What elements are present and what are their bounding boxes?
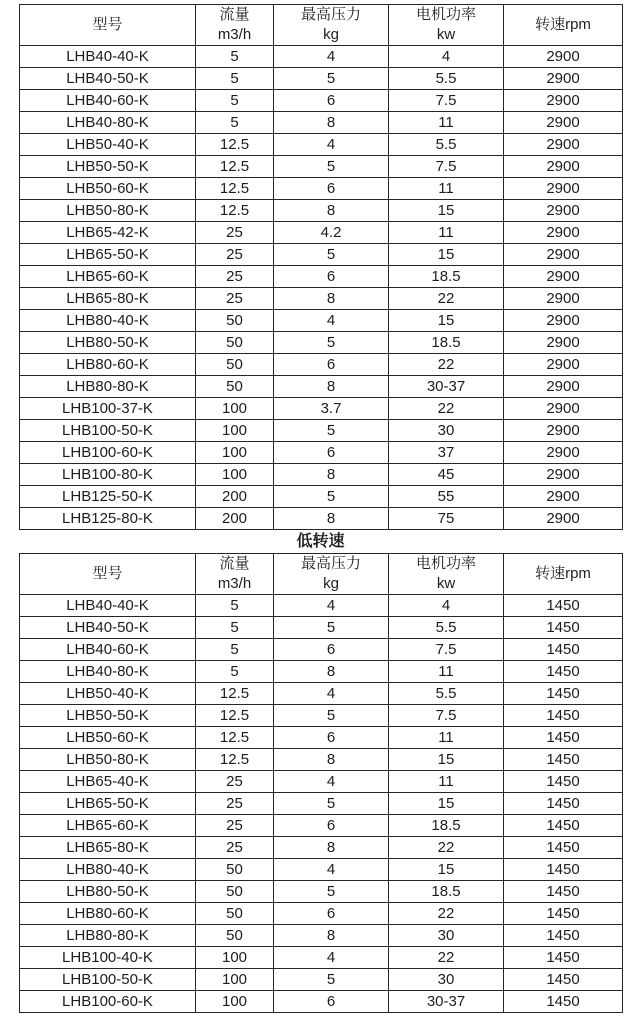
col-header-flow-title: 流量 [219,6,250,23]
speed-cell: 2900 [504,200,623,222]
table-row [20,288,623,310]
model-cell: LHB65-40-K [20,771,196,793]
pressure-cell: 6 [274,354,389,376]
flow-cell: 5 [196,661,274,683]
pressure-cell: 6 [274,815,389,837]
pressure-cell: 4 [274,595,389,617]
flow-cell: 25 [196,288,274,310]
table-row [20,376,623,398]
model-cell: LHB65-42-K [20,222,196,244]
power-cell: 18.5 [389,266,504,288]
pressure-cell: 6 [274,266,389,288]
speed-cell: 1450 [504,925,623,947]
flow-cell: 100 [196,420,274,442]
table-row [20,815,623,837]
pressure-cell: 8 [274,200,389,222]
power-cell: 5.5 [389,683,504,705]
power-cell: 4 [389,46,504,68]
table-row [20,969,623,991]
power-cell: 22 [389,903,504,925]
power-cell: 30 [389,969,504,991]
speed-cell: 2900 [504,222,623,244]
pressure-cell: 5 [274,68,389,90]
col-header-flow-title: 流量 [219,555,250,572]
table-row [20,595,623,617]
speed-cell: 2900 [504,90,623,112]
col-header-power-unit: kw [436,26,456,43]
speed-cell: 2900 [504,420,623,442]
col-header-flow-unit: m3/h [217,26,252,43]
flow-cell: 5 [196,639,274,661]
flow-cell: 50 [196,859,274,881]
model-cell: LHB125-80-K [20,508,196,530]
flow-cell: 12.5 [196,156,274,178]
pressure-cell: 5 [274,332,389,354]
col-header-pressure-title: 最高压力 [300,555,361,572]
col-header-model [20,5,196,46]
model-cell: LHB125-50-K [20,486,196,508]
pressure-cell: 6 [274,903,389,925]
power-cell: 30-37 [389,991,504,1013]
power-cell: 11 [389,661,504,683]
table-row [20,354,623,376]
power-cell: 15 [389,793,504,815]
table-row [20,486,623,508]
table-row [20,68,623,90]
flow-cell: 12.5 [196,727,274,749]
power-cell: 55 [389,486,504,508]
power-cell: 30-37 [389,376,504,398]
col-header-power [389,5,504,46]
col-header-pressure-unit: kg [323,575,339,592]
table-row [20,925,623,947]
speed-cell: 1450 [504,617,623,639]
power-cell: 5.5 [389,617,504,639]
flow-cell: 12.5 [196,749,274,771]
pressure-cell: 4 [274,310,389,332]
header-row [20,5,623,46]
pressure-cell: 5 [274,705,389,727]
pressure-cell: 4 [274,46,389,68]
pressure-cell: 6 [274,991,389,1013]
pressure-cell: 6 [274,727,389,749]
table-row [20,617,623,639]
power-cell: 18.5 [389,881,504,903]
model-cell: LHB80-40-K [20,310,196,332]
model-cell: LHB50-50-K [20,156,196,178]
pressure-cell: 8 [274,837,389,859]
col-header-speed-title: 转速rpm [535,16,591,33]
power-cell: 7.5 [389,156,504,178]
flow-cell: 5 [196,46,274,68]
pressure-cell: 5 [274,420,389,442]
speed-cell: 2900 [504,354,623,376]
model-cell: LHB40-80-K [20,112,196,134]
col-header-model-title: 型号 [92,16,123,33]
speed-cell: 2900 [504,112,623,134]
power-cell: 7.5 [389,639,504,661]
col-header-pressure [274,5,389,46]
flow-cell: 12.5 [196,134,274,156]
col-header-speed [504,5,623,46]
pressure-cell: 8 [274,508,389,530]
speed-cell: 1450 [504,749,623,771]
flow-cell: 25 [196,771,274,793]
power-cell: 22 [389,354,504,376]
model-cell: LHB40-40-K [20,595,196,617]
model-cell: LHB65-60-K [20,815,196,837]
flow-cell: 25 [196,793,274,815]
model-cell: LHB40-50-K [20,617,196,639]
pressure-cell: 5 [274,793,389,815]
power-cell: 11 [389,222,504,244]
pressure-cell: 4 [274,859,389,881]
pressure-cell: 6 [274,90,389,112]
speed-cell: 1450 [504,991,623,1013]
col-header-power [389,554,504,595]
col-header-speed [504,554,623,595]
model-cell: LHB100-80-K [20,464,196,486]
model-cell: LHB100-50-K [20,969,196,991]
flow-cell: 50 [196,903,274,925]
power-cell: 15 [389,749,504,771]
power-cell: 30 [389,925,504,947]
power-cell: 11 [389,771,504,793]
power-cell: 22 [389,398,504,420]
table-row [20,705,623,727]
model-cell: LHB100-40-K [20,947,196,969]
flow-cell: 5 [196,112,274,134]
table-row [20,859,623,881]
model-cell: LHB100-37-K [20,398,196,420]
power-cell: 18.5 [389,332,504,354]
pressure-cell: 4.2 [274,222,389,244]
model-cell: LHB40-60-K [20,90,196,112]
speed-cell: 2900 [504,442,623,464]
flow-cell: 50 [196,354,274,376]
low-speed-spec-table [19,553,623,1013]
table-row [20,398,623,420]
col-header-power-title: 电机功率 [415,555,476,572]
flow-cell: 100 [196,969,274,991]
table-row [20,46,623,68]
power-cell: 15 [389,859,504,881]
flow-cell: 100 [196,398,274,420]
pressure-cell: 8 [274,376,389,398]
speed-cell: 1450 [504,859,623,881]
pressure-cell: 5 [274,881,389,903]
pressure-cell: 8 [274,925,389,947]
flow-cell: 200 [196,486,274,508]
speed-cell: 1450 [504,683,623,705]
speed-cell: 2900 [504,266,623,288]
pressure-cell: 5 [274,969,389,991]
flow-cell: 25 [196,244,274,266]
model-cell: LHB65-50-K [20,793,196,815]
table-row [20,947,623,969]
flow-cell: 5 [196,90,274,112]
power-cell: 5.5 [389,134,504,156]
pressure-cell: 8 [274,464,389,486]
speed-cell: 1450 [504,947,623,969]
pressure-cell: 8 [274,749,389,771]
table-row [20,683,623,705]
model-cell: LHB80-60-K [20,354,196,376]
table-row [20,310,623,332]
table-row [20,727,623,749]
power-cell: 5.5 [389,68,504,90]
table-row [20,771,623,793]
flow-cell: 25 [196,837,274,859]
flow-cell: 100 [196,991,274,1013]
model-cell: LHB100-60-K [20,991,196,1013]
speed-cell: 2900 [504,486,623,508]
model-cell: LHB40-80-K [20,661,196,683]
power-cell: 11 [389,178,504,200]
speed-cell: 2900 [504,398,623,420]
table-row [20,991,623,1013]
speed-cell: 2900 [504,134,623,156]
speed-cell: 2900 [504,508,623,530]
flow-cell: 50 [196,925,274,947]
pressure-cell: 5 [274,244,389,266]
power-cell: 7.5 [389,90,504,112]
flow-cell: 50 [196,881,274,903]
flow-cell: 50 [196,376,274,398]
speed-cell: 2900 [504,178,623,200]
model-cell: LHB50-60-K [20,727,196,749]
model-cell: LHB50-80-K [20,749,196,771]
table-row [20,134,623,156]
power-cell: 15 [389,244,504,266]
flow-cell: 5 [196,68,274,90]
speed-cell: 1450 [504,969,623,991]
table-row [20,200,623,222]
power-cell: 11 [389,112,504,134]
model-cell: LHB65-60-K [20,266,196,288]
speed-cell: 2900 [504,288,623,310]
header-row [20,554,623,595]
model-cell: LHB40-40-K [20,46,196,68]
flow-cell: 25 [196,222,274,244]
pressure-cell: 5 [274,486,389,508]
col-header-power-unit: kw [436,575,456,592]
flow-cell: 100 [196,947,274,969]
pressure-cell: 6 [274,639,389,661]
power-cell: 15 [389,310,504,332]
flow-cell: 12.5 [196,178,274,200]
power-cell: 15 [389,200,504,222]
power-cell: 30 [389,420,504,442]
flow-cell: 5 [196,595,274,617]
table-row [20,464,623,486]
table-row [20,837,623,859]
model-cell: LHB65-80-K [20,288,196,310]
pressure-cell: 6 [274,178,389,200]
power-cell: 4 [389,595,504,617]
table-row [20,881,623,903]
pressure-cell: 8 [274,661,389,683]
col-header-pressure-unit: kg [323,26,339,43]
model-cell: LHB50-60-K [20,178,196,200]
power-cell: 11 [389,727,504,749]
speed-cell: 1450 [504,727,623,749]
table-row [20,266,623,288]
speed-cell: 1450 [504,639,623,661]
pressure-cell: 8 [274,112,389,134]
model-cell: LHB65-80-K [20,837,196,859]
power-cell: 75 [389,508,504,530]
pressure-cell: 4 [274,947,389,969]
col-header-speed-title: 转速rpm [535,565,591,582]
table-row [20,661,623,683]
table-row [20,112,623,134]
model-cell: LHB80-80-K [20,376,196,398]
pressure-cell: 6 [274,442,389,464]
model-cell: LHB100-50-K [20,420,196,442]
pressure-cell: 5 [274,617,389,639]
model-cell: LHB80-60-K [20,903,196,925]
pressure-cell: 4 [274,771,389,793]
table-row [20,749,623,771]
flow-cell: 100 [196,442,274,464]
power-cell: 37 [389,442,504,464]
power-cell: 22 [389,837,504,859]
speed-cell: 2900 [504,376,623,398]
model-cell: LHB50-40-K [20,134,196,156]
speed-cell: 2900 [504,464,623,486]
speed-cell: 2900 [504,310,623,332]
speed-cell: 2900 [504,68,623,90]
speed-cell: 1450 [504,661,623,683]
col-header-model [20,554,196,595]
speed-cell: 1450 [504,793,623,815]
table-row [20,156,623,178]
flow-cell: 25 [196,815,274,837]
flow-cell: 200 [196,508,274,530]
table-row [20,442,623,464]
model-cell: LHB80-80-K [20,925,196,947]
high-speed-spec-table [19,4,623,530]
model-cell: LHB40-50-K [20,68,196,90]
table-row [20,903,623,925]
flow-cell: 5 [196,617,274,639]
flow-cell: 50 [196,310,274,332]
flow-cell: 100 [196,464,274,486]
model-cell: LHB80-40-K [20,859,196,881]
table-row [20,639,623,661]
pressure-cell: 3.7 [274,398,389,420]
table-row [20,244,623,266]
pressure-cell: 4 [274,683,389,705]
flow-cell: 12.5 [196,683,274,705]
speed-cell: 2900 [504,46,623,68]
table-row [20,420,623,442]
speed-cell: 2900 [504,332,623,354]
col-header-pressure [274,554,389,595]
model-cell: LHB65-50-K [20,244,196,266]
col-header-flow [196,5,274,46]
speed-cell: 1450 [504,837,623,859]
speed-cell: 1450 [504,815,623,837]
table-row [20,508,623,530]
speed-cell: 1450 [504,903,623,925]
speed-cell: 1450 [504,705,623,727]
power-cell: 7.5 [389,705,504,727]
speed-cell: 1450 [504,595,623,617]
col-header-power-title: 电机功率 [415,6,476,23]
table-row [20,793,623,815]
power-cell: 18.5 [389,815,504,837]
col-header-flow [196,554,274,595]
model-cell: LHB80-50-K [20,881,196,903]
pressure-cell: 8 [274,288,389,310]
speed-cell: 2900 [504,244,623,266]
speed-cell: 2900 [504,156,623,178]
flow-cell: 12.5 [196,200,274,222]
low-speed-section-title: 低转速 [296,533,345,550]
flow-cell: 12.5 [196,705,274,727]
speed-cell: 1450 [504,771,623,793]
model-cell: LHB40-60-K [20,639,196,661]
table-row [20,178,623,200]
speed-cell: 1450 [504,881,623,903]
flow-cell: 50 [196,332,274,354]
model-cell: LHB50-40-K [20,683,196,705]
model-cell: LHB50-80-K [20,200,196,222]
model-cell: LHB80-50-K [20,332,196,354]
power-cell: 22 [389,947,504,969]
model-cell: LHB100-60-K [20,442,196,464]
table-row [20,332,623,354]
col-header-model-title: 型号 [92,565,123,582]
power-cell: 45 [389,464,504,486]
flow-cell: 25 [196,266,274,288]
table-row [20,90,623,112]
table-row [20,222,623,244]
col-header-flow-unit: m3/h [217,575,252,592]
pressure-cell: 5 [274,156,389,178]
model-cell: LHB50-50-K [20,705,196,727]
pressure-cell: 4 [274,134,389,156]
col-header-pressure-title: 最高压力 [300,6,361,23]
power-cell: 22 [389,288,504,310]
